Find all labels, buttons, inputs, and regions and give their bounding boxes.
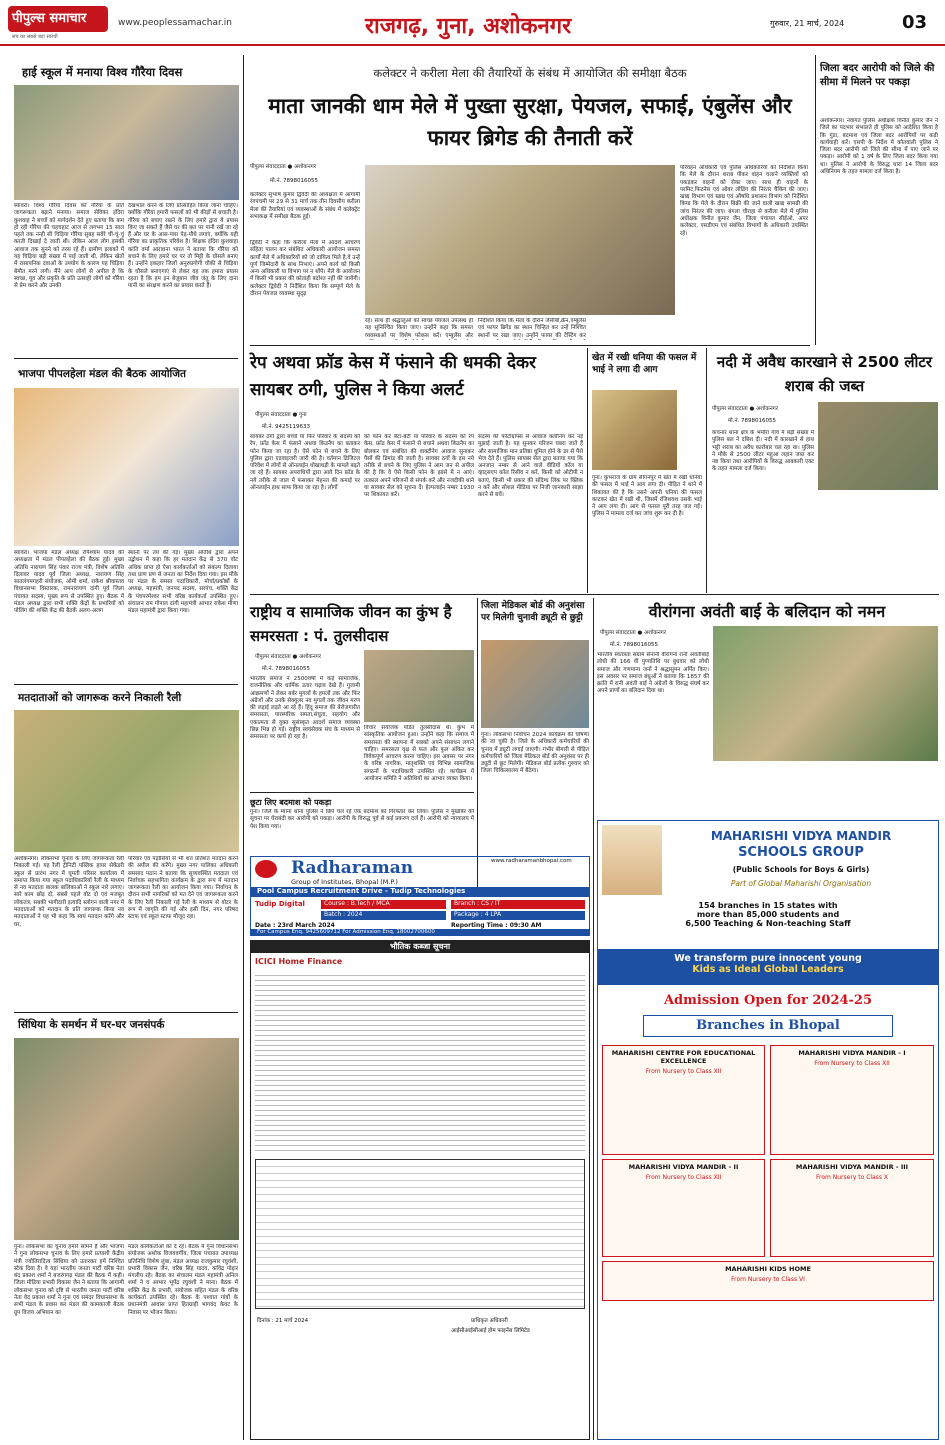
branch-card-2 xyxy=(770,1045,934,1155)
branch-note-3: From Nursery to Class XII xyxy=(645,1174,722,1181)
karila-kicker: कलेक्टर ने करीला मेला की तैयारियों के संबंध में आयोजित की समीक्षा बैठक xyxy=(373,66,687,80)
voter-rally-body-a: अशोकनगर। लोकसभा चुनाव के लिए जागरूकता रैली निकाली गई। यह रैली ट्रीनिटी पब्लिक हायर सेकेंडरी स्कूल से प्रारंभ नगर में घूमती परिसर कार्यालय में समाप्त किया गया स्कूल पदाधिकारियों रैली के माध्यम से नव मतदाता बालक बालिकाओं ने स्कूल नारे लगाए। सारे काम छोड़ दो, सबसे पहले वोट दो एवं मजबूत लोकतंत्र, सबकी भागीदारी इत्यादि स्लोगन वाली नगर में मतदाताओं को मतदान के प्रति जागरूक किया नव मतदाताओं ने यह भी कहा कि स्वयं मतदान करेंगे और घर, xyxy=(14,856,124,928)
radharaman-site[interactable]: www.radharamanbhopal.com xyxy=(491,858,572,864)
branch-card-1 xyxy=(602,1045,765,1155)
radharaman-time: Reporting Time : 09:30 AM xyxy=(451,922,542,929)
branch-note-1: From Nursery to Class XII xyxy=(645,1068,722,1075)
icici-logo: ICICI Home Finance xyxy=(255,957,343,966)
samrasta-body-b: विचार संयोजक पंडित तुलसीदास थे। कुंभ में सांस्कृतिक आयोजन हुआ। उन्होंने कहा कि समाज में समरसता की स्थापना में सबको अपने संसाधन लगाने चाहिए। समरसता वृक्ष से फल और फूल अंकित कर विवेकपूर्ण आचरण करना चाहिए। इस अवसर पर नगर के वरिष्ठ नागरिक, मातृशक्ति एवं विभिन्न सामाजिक संगठनों के पदाधिकारी उपस्थित रहे। कार्यक्रम में आयोजन समिति ने अतिथियों का आभार व्यक्त किया। xyxy=(364,725,474,783)
scindia-body-a: गुना। लोकसभा का चुनाव हमारे सामने है और भाजपा ने गुना लोकसभा चुनाव के लिए हमारे प्रत्याशी केंद्रीय मंत्री ज्योतिरादित्य सिंधिया को उतारकर हमें निश्चित स्टेक दिया है। वे यहां भारतीय जनता पार्टी वरिष्ठ नेता बंद प्रकाश शर्मा ने बजरंगगढ़ मंडल की बैठक में कही। जिला मीडिया प्रभारी विकास जैन ने बताया कि आगामी लोकसभा चुनाव को दृष्टि से भारतीय जनता पार्टी वरिष्ठ नेता वेद प्रकाश शर्मा ने गुना एवं समंदर विधानसभा के सभी मंडल के प्रवास कर मंडल की कामकाजी बैठक ग्रुप विजय अभियान का xyxy=(14,1244,124,1316)
maharishi-tagline-1: We transform pure innocent young xyxy=(674,953,862,964)
notice-signatory-company: आईसीआईसीआई होम फाइनेंस लिमिटेड xyxy=(451,1328,530,1334)
avanti-bai-mobile: मो.नं. 7898016055 xyxy=(610,642,659,648)
bjp-meeting-headline: भाजपा पीपलहेला मंडल की बैठक आयोजित xyxy=(18,368,187,380)
maharishi-ad[interactable] xyxy=(597,820,939,1440)
liquor-mobile: मो.नं. 7898016055 xyxy=(728,418,777,424)
liquor-byline: पीपुल्स संवाददाता ● अशोकनगर xyxy=(712,406,779,412)
bjp-meeting-photo xyxy=(14,388,239,546)
samrasta-mobile: मो.नं. 7898016055 xyxy=(262,666,311,672)
byline-reporter: पीपुल्स संवाददाता xyxy=(255,654,291,660)
maharishi-tagline-2: Kids as Ideal Global Leaders xyxy=(692,964,844,975)
masthead xyxy=(0,0,945,50)
scindia-headline: सिंधिया के समर्थन में घर-घर जनसंपर्क xyxy=(18,1019,165,1031)
branch-name-5: MAHARISHI KIDS HOME xyxy=(725,1265,811,1273)
avanti-bai-headline: वीरांगना अवंती बाई के बलिदान को नमन xyxy=(648,602,886,621)
brand-name: पीपुल्स समाचार xyxy=(12,11,87,26)
samrasta-body-a: भारतीय समाज ने 2500वर्षों में कई सामाजिक, राजनीतिक और धार्मिक उतार चढ़ाव देखे हैं। गुलामी आक्रमणों ने लेकर बर्बर मुगलों के हमलों तक और फिर अंग्रेजों और उनके सेक्युलर नव मुगलों तक जीवन मरण की लड़ाई लड़ते आ रहे हैं। हिंदू समाज की बेरोजगारीत समरसता, पारस्परिक समता,संघुता, सहयोग और एकात्मता से युक्त सुसंस्कृत आदर्श समाज व्यवस्था छिन्न भिन्न हो गई। राष्ट्रीय स्वयंसेवक संघ के माध्यम से समरसता पर कार्य हो रहा है। xyxy=(250,676,360,741)
radharaman-date: Date : 23rd March 2024 xyxy=(255,922,335,929)
avanti-bai-photo xyxy=(713,626,938,761)
karila-meeting-photo xyxy=(365,165,675,315)
branch-note-5: From Nursery to Class VI xyxy=(731,1276,805,1283)
cyber-headline: रेप अथवा फ्रॉड केस में फंसाने की धमकी देकर सायबर ठगी, पुलिस ने किया अलर्ट xyxy=(250,353,536,400)
maharishi-branches: Branches in Bhopal xyxy=(643,1015,893,1037)
cyber-mobile: मो.नं. 9425119633 xyxy=(262,424,311,430)
samrasta-byline: पीपुल्स संवाददाता ● अशोकनगर xyxy=(255,654,322,660)
karila-body-c: रहे। साथ ही श्रद्धालुओं को स्वच्छ पेयजल उपलब्ध हो यह सुनिश्चित किया जाए। उन्होंने कहा कि समस्त व्यवस्थाओं पर विशेष फोकस करें। एम्बुलेंस और xyxy=(365,318,473,339)
maharishi-tagline-band xyxy=(598,949,938,985)
radharaman-contact: For Campus Enq. 9425609712 For Admission Enq. 18002700600 xyxy=(251,929,589,936)
avanti-bai-byline: पीपुल्स संवाददाता ● अशोकनगर xyxy=(600,630,667,636)
branch-card-5 xyxy=(602,1261,934,1301)
branch-card-4 xyxy=(770,1159,934,1257)
branch-name-1: MAHARISHI CENTRE FOR EDUCATIONAL EXCELLENCE xyxy=(611,1049,756,1065)
medical-board-body: गुना। लोकसभा निर्वाचन 2024 कार्यक्रम की घोषणा की जा चुकी है। जिले के अधिकारी कर्मचारियों की चुनाव में ड्यूटी लगाई जाएगी। गंभीर बीमारी से पीड़ित कर्मचारियों को जिला मेडिकल बोर्ड की अनुशंसा पर ही ड्यूटी से छूट मिलेगी। मेडिकल बोर्ड प्रत्येक गुरुवार को जिला चिकित्सालय में बैठेगा। xyxy=(481,732,589,775)
maharishi-stats-3: 6,500 Teaching & Non-teaching Staff xyxy=(685,919,851,928)
voter-rally-body-b: परिवार एवं पड़ोसियों से भी शत प्रतिशत मतदान करने की अपील की करेंगे। मुख्य नगर पालिका अधिकारी समसाद पठान ने बताया कि सुव्यवस्थित मतदाता एवं निर्वाचक सहभागिता कार्यक्रम के द्वारा रूप में मतदान जागरूकता रैली का आयोजन किया गया। निर्वाचन के दौरान सभी नागरिकों को मत देने एवं जागरूकता करने के लिए रैली निकाली गई रैली के माध्यम से वोटर के रूप में जागृति की गई और इसी दिन, नगर परिषद स्टाफ एवं स्कूल स्टाफ मौजूद रहा। xyxy=(128,856,238,921)
radharaman-title: Radharaman xyxy=(291,858,414,878)
voter-rally-headline: मतदाताओं को जागरूक करने निकाली रैली xyxy=(18,692,182,704)
maharishi-stats-1: 154 branches in 15 states with xyxy=(698,901,838,910)
byline-place: अशोकनगर xyxy=(294,164,317,170)
branch-note-4: From Nursery to Class X xyxy=(815,1174,888,1181)
sparrow-body-b: देखभाल करने के लिए प्रोत्साहित किया जाना चाहिए। क्योंकि गौरैया हमारी फसलों को भी कीड़ों से बचाती है। गौरैया को बचाए रखने के लिए हमारे द्वारा ये प्रयास किए जा सकते हैं जैसे घर की छत पर पानी रखें जा रहे हैं और घर के आस-पास पेड़-पौधे लगाएं, क्योंकि यही गौरैया का प्राकृतिक परिवेश है। शिक्षक इंदिरा कुशवाहा कांति वर्मा आराधना भारत ने बताया कि गौरैया को बचाने के लिए हमारे घर पर तो मिट्टी के घोसले बनाए हैं। उन्होंने इकहार जिलों अनुरुप्रगोगी चौकी से चिड़िया के घौसले बनाएगाएं से लेकर वह तक हमारा प्रयास रहता है कि हम इन बेज़ुबान जीव जंतु के लिए दाना पानी का संरक्षण करने का प्रयास करते हैं। xyxy=(128,203,238,290)
sparrow-headline: हाई स्कूल में मनाया विश्व गौरैया दिवस xyxy=(22,65,183,79)
karila-body-a: कलेक्टर सुभाष कुमार द्विवेदी की अध्यक्षता में आगामी रंगपंचमी पर 29 से 31 मार्च तक तीन दिवसीय करीला मेला की तैयारियां एवं व्यवस्थाओं के संबंध में कलेक्ट्रेट सभाकक्ष में समीक्षा बैठक हुई। xyxy=(250,192,360,220)
cyber-body-b: को फोन कर बेटा-बेटी या परिवार के सदस्य को रेप केस, फ्रॉड केस में फंसाने से बचाने अथवा किडनैप का बोलकर एवं संबंधित की वाक्टीनेग आवाज सुनाकर पैसों की डिमांड की जाती है। सायबर ठगों के इस नये तरीके से बचने के लिए पुलिस ने आम जन से अपील की है कि वे ऐसे किसी फोन के झांसे में न आएं। तत्काल अपने परिजनों से संपर्क करें और नजदीकी थाने या सायबर सेल को सूचना दें। हेल्पलाईन नम्बर 1930 पर शिकायत करें। xyxy=(364,434,474,499)
karila-body-e: परिवहन अधिकारी एवं पुलिस अधिकारियों को निर्देशित किया कि मेले के दौरान शराब पीकर वाहन चलाने व्यक्तियों को पकड़कर वाहनों को रोका जाए। साथ ही वाहनों के परमिट,फिटनेस एवं ओवर लोडिंग की निरंतर चैकिंग की जाए। खाद्य विभाग एवं खाद्य एवं औषधि प्रशासन विभाग को निर्देशित किया कि मेले के दौरान बिक्री की जाने वाली खाद्य सामग्री की जांच निरंतर की जाए। बंगला चौराहा से करीला मेले में पुलिस अधीक्षक विनीत कुमार जैन, जिला पंचायत सीईओ, अपर कलेक्टर, एसडीएम एवं संबंधित विभागों के अधिकारी उपस्थित रहे। xyxy=(680,165,808,237)
karila-headline: माता जानकी धाम मेले में पुख्ता सुरक्षा, पेयजल, सफाई, एंबुलेंस और फायर ब्रिगेड की तैनाती करें xyxy=(268,94,792,150)
voter-rally-photo xyxy=(14,710,239,852)
medical-board-photo xyxy=(481,640,589,728)
liquor-photo xyxy=(818,402,938,490)
notice-table xyxy=(255,1159,585,1309)
notice-signatory: प्राधिकृत अधिकारी xyxy=(471,1318,508,1324)
bjp-meeting-body-a: ब्यावरा। भाजपा मंडल अध्यक्ष रोपेश्याम यादव की अध्यक्षता में मंडल पीपलहेला की बैठक हुई। मुख्य अतिथि नारायण सिंह पंवार राज्य मंत्री, विशेष अतिथि दिलावर यादव पूर्व जिला अध्यक्ष, नारायण सिंह सातलंगमगहरी संयोजक, ओमी शर्मा, राकेश श्रीवास्तव विधानसभा विस्तारक, रामनारायण दांगी पूर्व जिला पंचायत सदस्य, मुख्य रूप से उपस्थित हुए। बैठक में मंडल अध्यक्ष द्वारा सभी शक्ति केंद्रों के प्रभारियों को पोलिंग की शक्ति केंद्र की बैठकें अलग-अलग xyxy=(14,550,124,615)
district-exile-body: अशोकनगर। नवागत पुलिस अधीक्षक विनीत कुमार जैन ने जिले का पदभार संभालते ही पुलिस को आदेशित किया है कि गुंडा, बदमाश एवं जिला बदर आरोपियों पर कड़ी कार्यवाही करें। एसपी के निर्देश में कोतवाली पुलिस ने जिला बदर आरोपी को जिले की सीमा में पाए जाने पर पकड़ा। आरोपी को 1 वर्ष के लिए जिला बदर किया गया था। पुलिस ने आरोपी के विरुद्ध धारा 14 जिला बदर अधिनियम के तहत मामला दर्ज किया है। xyxy=(820,118,938,176)
website[interactable]: www.peoplessamachar.in xyxy=(118,18,232,28)
maharishi-admission: Admission Open for 2024-25 xyxy=(663,993,873,1008)
radharaman-strip: Pool Campus Recruitment Drive - Tudip Technologies xyxy=(251,887,589,897)
byline-place: अशोकनगर xyxy=(756,406,779,412)
radharaman-logo xyxy=(255,860,277,878)
radharaman-branch: Branch : CS / IT xyxy=(451,900,585,909)
karila-body-d: निर्देशित किया कि मेला के दौरान जेसीबी,क्रेन,एम्बुलेंस एवं फायर ब्रिगेड का स्थान चिन्हित कर उन्हें निश्चित स्थानों पर रखा जाए। उन्होंने फायर की टेस्टिंग कर xyxy=(478,318,586,339)
branch-note-2: From Nursery to Class XII xyxy=(814,1060,890,1067)
avanti-bai-body: भारतीय स्वतंत्रता संग्राम सेनानी वीरांगना रानी अवंतीबाई लोधी की 166 वीं पुण्यतिथि पर बुधवार को लोधी समाज और गणमान्य जनों ने श्रद्धासुमन अर्पित किए। इस अवसर पर समाज बंधुओं ने बताया कि 1857 की क्रांति में रानी अवंती बाई ने अंग्रेजों के विरुद्ध संघर्ष कर अपने प्राणों का बलिदान दिया था। xyxy=(597,652,709,695)
branch-card-3 xyxy=(602,1159,765,1257)
maharishi-subtitle: (Public Schools for Boys & Girls) xyxy=(732,865,870,874)
brand-tagline: सच का सबसे बड़ा सारथी xyxy=(12,34,58,40)
maharishi-stats-band xyxy=(598,901,938,947)
maharishi-photo xyxy=(602,825,662,895)
maharishi-title-2: SCHOOLS GROUP xyxy=(738,845,864,860)
branch-name-3: MAHARISHI VIDYA MANDIR - II xyxy=(628,1163,739,1171)
samrasta-photo xyxy=(364,650,474,722)
cyber-body-a: सायबर ठगों द्वारा बच्चों या फिर परिवार के सदस्य को रेप, फ्रॉड केस में फंसाने अथवा किडनैप का बताकर फोन किया जा रहा है। ऐसे फोन से बचने के लिए पुलिस द्वारा एडवाइजरी जारी की है। वर्तमान डिजिटल परिवेश में लोगों से ऑनलाईन धोखाधड़ी के मामले बढ़ते जा रहे हैं। सायबर अपराधियों द्वारा आये दिन फ्रॉड के नये तरीके से जाल में फंसाकर मेहनत की कमाई पर ऑनलाईन हाथ साफ किया जा रहा है। लोगों xyxy=(250,434,360,492)
tudip-logo: Tudip Digital xyxy=(255,900,305,908)
radharaman-ad[interactable] xyxy=(250,856,590,936)
maharishi-stats-2: more than 85,000 students and xyxy=(696,910,840,919)
maharishi-title: MAHARISHI VIDYA MANDIR xyxy=(710,829,892,843)
radharaman-package: Package : 4 LPA xyxy=(451,911,585,920)
notice-legal-text xyxy=(255,971,585,1151)
coriander-body: गुना। कुंभराज के ग्राम सीगनपुर में खेत में रखी धनिया की फसल में भाई ने आग लगा दी। पीड़ित ने थाने में शिकायत की है कि उसने अपनी धनिया की फसल काटकर खेत में रखी थी, जिसमें रंजिशवश उसके भाई ने आग लगा दी। आग से फसल पूरी तरह जल गई। पुलिस ने मामला दर्ज कर जांच शुरू कर दी है। xyxy=(592,475,702,518)
radharaman-course: Course : B.Tech / MCA xyxy=(321,900,446,909)
karila-byline: पीपुल्स संवाददाता ● अशोकनगर xyxy=(250,164,317,170)
samrasta-headline: राष्ट्रीय व सामाजिक जीवन का कुंभ है समरसता : पं. तुलसीदास xyxy=(250,603,452,645)
scindia-body-b: मंडल कार्यकर्ताओं को दे रहे। बैठक में गुना विधानसभा संयोजक अशोक विजयवर्गीय, जिला पंचायत उपाध्यक्ष प्रतिनिधि विशेष लुंबा, मंडल अध्यक्ष राजकुमार रघुवंशी, प्रभारी विकास जैन, वरिष्ठ सिंह यादव, कविंद्र पोद्दार मंगलीय रहे। बैठक का संचालन मंडल महामंत्री अनिल शर्मा ने व आभार भूपेंद्र रघुवंशी ने माना। बैठक में शक्ति केंद्र के प्रभारी, संयोजक सहित मंडल के वरिष्ठ कार्यकर्ता उपस्थित रहे। बैठक के पश्चात गांवों के प्रधानमंत्री आवास प्राप्त हितग्राही भागवंद केवट के निवास पर भोजन किया। xyxy=(128,1244,238,1316)
karila-body-b: द्विवेदी ने कहा कि करीला मेला में आदर्श आचरण संहिता पालन कर संबंधित अधिकारी आयोजन समस्त कार्यों मेले में अधिकारियों को जो दायित्व मिले है,वे उन्हें पूर्ण जिम्मेदारी के साथ निभाएं। अपने कार्य को किसी अन्य अधिकारी या विभाग पर न थोंपे। मेले के आयोजन में किसी भी प्रकार की कोताही बर्दाश्त नहीं की जायेगी। कलेक्टर द्विवेदी ने निर्देशित किया कि सम्पूर्ण मेले के दौरान पेयजल व्यवस्था सुदृढ़ xyxy=(250,240,360,298)
byline-reporter: पीपुल्स संवाददाता xyxy=(712,406,748,412)
coriander-photo xyxy=(592,390,677,470)
scindia-photo xyxy=(14,1038,239,1240)
byline-reporter: पीपुल्स संवाददाता xyxy=(600,630,636,636)
page-number: 03 xyxy=(902,12,928,33)
sparrow-photo xyxy=(14,85,239,200)
arrest-body: गुना। जिले के म्याना थाना पुलिस ने छिपे चल रहे एक बदमाश को गिरफ्तार कर लिया। पुलिस ने मुखबिर की सूचना पर घेराबंदी कर आरोपी को पकड़ा। आरोपी के विरुद्ध पूर्व से कई प्रकरण दर्ज हैं। आरोपी को न्यायालय में पेश किया गया। xyxy=(250,809,474,830)
arrest-headline: छूटा लिए बदमाश को पकड़ा xyxy=(250,798,332,807)
byline-place: अशोकनगर xyxy=(644,630,667,636)
byline-place: अशोकनगर xyxy=(299,654,322,660)
radharaman-batch: Batch : 2024 xyxy=(321,911,446,920)
medical-board-headline: जिला मेडिकल बोर्ड की अनुशंसा पर मिलेगी चुनावी ड्यूटी से छुट्टी xyxy=(481,601,585,623)
branch-name-4: MAHARISHI VIDYA MANDIR - III xyxy=(795,1163,909,1171)
byline-reporter: पीपुल्स संवाददाता xyxy=(250,164,286,170)
byline-reporter: पीपुल्स संवाददाता xyxy=(255,412,291,418)
maharishi-part: Part of Global Maharishi Organisation xyxy=(730,879,872,888)
coriander-headline: खेत में रखी धनिया की फसल में भाई ने लगा दी आग xyxy=(592,353,697,375)
liquor-headline: नदी में अवैध कारखाने से 2500 लीटर शराब की जब्त xyxy=(716,353,933,395)
radharaman-subtitle: Group of Institutes, Bhopal (M.P.) xyxy=(291,878,398,886)
district-exile-headline: जिला बदर आरोपी को जिले की सीमा में मिलने पर पकड़ा xyxy=(820,63,935,88)
karila-mobile: मो.नं. 7898016055 xyxy=(270,178,319,184)
possession-notice xyxy=(250,940,590,1440)
notice-title: भौतिक कब्जा सूचना xyxy=(251,941,589,953)
cyber-byline: पीपुल्स संवाददाता ● गुना xyxy=(255,412,307,418)
branch-name-2: MAHARISHI VIDYA MANDIR - I xyxy=(798,1049,906,1057)
region-title: राजगढ़, गुना, अशोकनगर xyxy=(365,14,572,39)
sparrow-body-a: ब्यावरा। विश्व गौरैया दिवस को गौरैया के प्रति जागरूकता बढ़ाने मनाया। समाज सेविका इंदिरा कुशवाह ने बच्चों को मार्गदर्शन देते हुए बताया कि कम हो रही गौरैया की चहचहाट आज से लगभग 15 साल पहले तक नन्ही सी चिड़िया गौरैया सुबह सवेरे चीं-चूं-चूं करती दिखाई दे जाती थी। लेकिन आज लोग इसकी आवाज तक सुनने को तरस रहे हैं। ग्रामीण इलाकों में यह चिड़िया बड़ी संख्या में पाई जाती थी, लेकिन खेतों में रासायनिक दवाओं के उपयोग के कारण यह चिड़िया बेमौत मरने लगी। मैंने आप लोगों से अपील है कि स्वच्छ, यूव और प्रकृति के प्रति उत्साही लोगों को गौरैया से प्रेम करने और उनकी xyxy=(14,203,124,290)
liquor-body: कचनार थाना क्षेत्र के भमौरा गांव में बड़ी संख्या में पुलिस बल ने दबिश दी। नदी में कारखाने से हाथ भट्टी शराब का अवैध कारोबार चल रहा था। पुलिस ने मौके से 2500 लीटर महुआ लहान जब्त कर नष्ट किया तथा आरोपियों के विरुद्ध आबकारी एक्ट के तहत मामला दर्ज किया। xyxy=(712,430,814,473)
bjp-meeting-body-b: स्थानों पर तय की गई। मुख्य अतिथि द्वारा अपने उद्बोधन में कहा कि हर मतदान केंद्र से 370 वोट अधिक प्राप्त हो ऐसा कार्यकर्ताओं को संकल्प दिलाया तथा प्राण प्रण से जनता का निर्देश दिया गया। इस मौके पर मंडल के समस्त पदाधिकारी, मोर्चा/प्रकोष्ठों के अध्यक्ष, महामंत्री, जनपद सदस्य, सरपंच, शक्ति केंद्र के पंचपरमेश्वर सभी वरिष्ठ कार्यकर्ता उपस्थित हुए। संचालन राम गोपाल दांगी महामंत्री आभार राकेश मीणा मंडल महामंत्री द्वारा किया गया। xyxy=(128,550,238,615)
cyber-body-c: सदस्य की फोटोग्राफ्स से आवाज क्लोनिंग कर नई मुझाई जाती है। यह सुनकर परिजन घबरा जाते हैं और सामाजिक मान प्रतिष्ठा धूमिल होने के डर से पैसे भेज देते हैं। पुलिस सायबर सेल द्वारा बताया गया कि अनजान नम्बर से आने वाले वीडियो कॉल या व्हाट्सएप कॉल रिसीव न करें, किसी को ओटीपी न बताएं, किसी भी प्रकार की संदिग्ध लिंक पर क्लिक न करें और सोशल मीडिया पर निजी जानकारी साझा करने से बचें। xyxy=(478,434,583,499)
notice-date: दिनांक : 21 मार्च 2024 xyxy=(257,1318,309,1324)
byline-place: गुना xyxy=(299,412,307,418)
date: गुरुवार, 21 मार्च, 2024 xyxy=(770,19,845,28)
